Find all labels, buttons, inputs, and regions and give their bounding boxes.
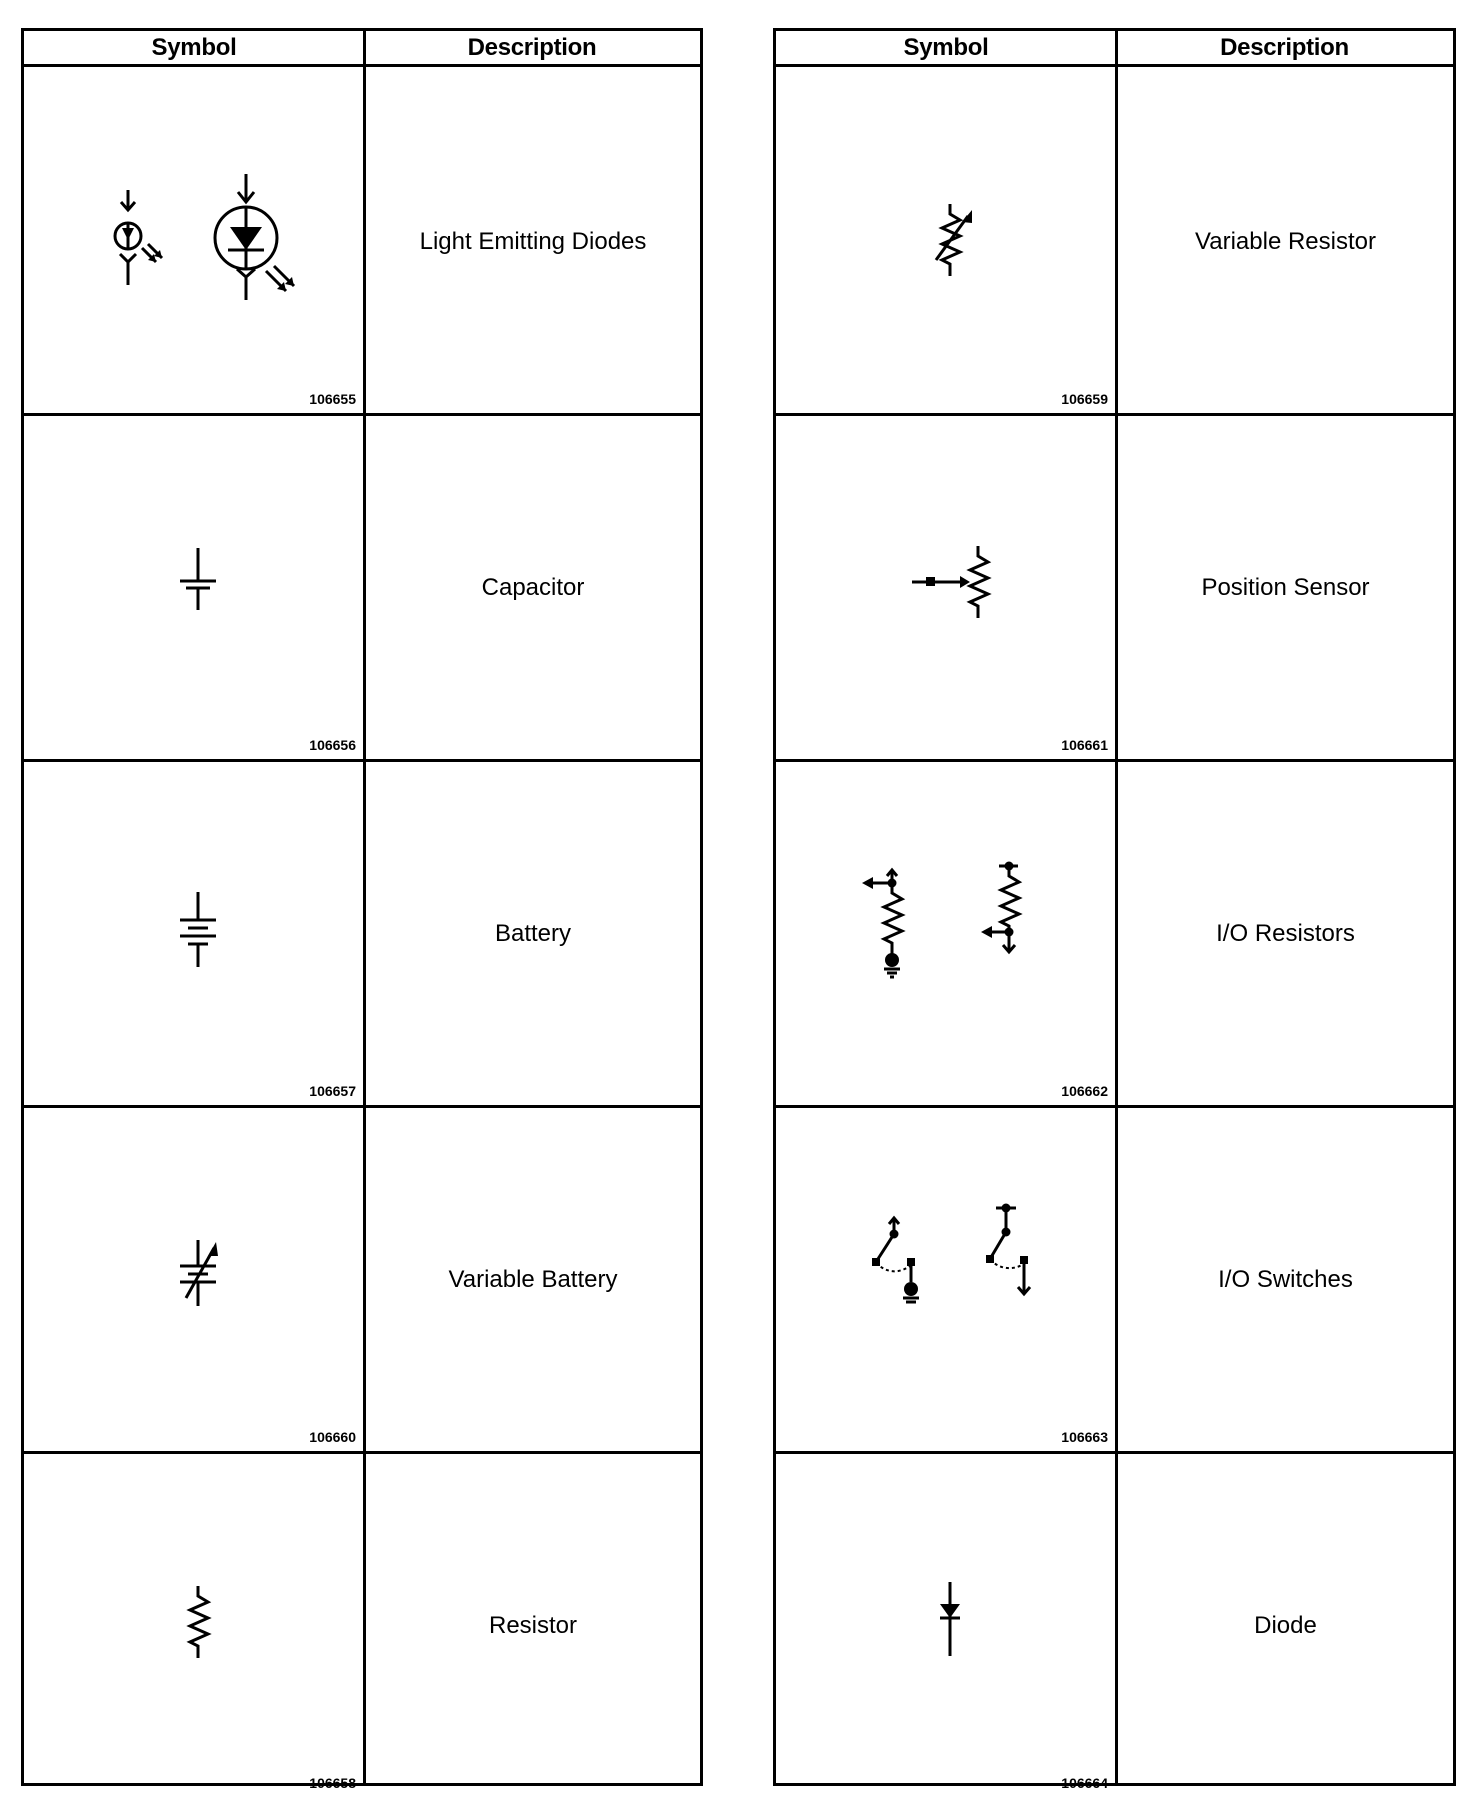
figure-code: 106658	[309, 1775, 356, 1791]
figure-code: 106660	[309, 1429, 356, 1445]
table-row	[24, 1108, 700, 1451]
description-cell: Resistor	[488, 1611, 578, 1639]
symbol-cell	[24, 416, 364, 759]
header-description: Description	[1116, 31, 1453, 67]
symbol-table-right	[773, 28, 1456, 1791]
description-cell: Variable Resistor	[1195, 227, 1376, 255]
position-sensor-icon	[776, 416, 1116, 759]
table-row	[24, 1454, 700, 1797]
description-cell: Diode	[1254, 1611, 1317, 1639]
table-row	[24, 416, 700, 759]
description-cell: Light Emitting Diodes	[419, 227, 647, 255]
variable-resistor-icon	[776, 70, 1116, 413]
header-symbol: Symbol	[24, 31, 364, 67]
description-cell: Capacitor	[481, 573, 585, 601]
table-row	[24, 70, 700, 413]
table-row	[24, 762, 700, 1105]
symbol-table-left	[21, 28, 703, 1791]
variable-battery-icon	[24, 1108, 364, 1451]
figure-code: 106664	[1061, 1775, 1108, 1791]
description-cell: Battery	[494, 919, 572, 947]
symbol-cell	[24, 762, 364, 1105]
header-symbol: Symbol	[776, 31, 1116, 67]
io-switches-icon	[776, 1108, 1116, 1451]
symbol-cell	[24, 1108, 364, 1451]
io-resistors-icon	[776, 762, 1116, 1105]
symbol-cell	[776, 70, 1116, 413]
description-cell: Position Sensor	[1201, 573, 1370, 601]
capacitor-icon	[24, 416, 364, 759]
symbol-cell	[776, 416, 1116, 759]
symbol-cell	[776, 762, 1116, 1105]
resistor-icon	[24, 1454, 364, 1783]
table-row	[776, 762, 1453, 1105]
description-cell: I/O Switches	[1218, 1265, 1353, 1293]
figure-code: 106657	[309, 1083, 356, 1099]
symbol-cell	[776, 1454, 1116, 1797]
description-cell: I/O Resistors	[1216, 919, 1355, 947]
symbol-cell	[776, 1108, 1116, 1451]
symbol-cell	[24, 70, 364, 413]
table-row	[776, 1108, 1453, 1451]
table-row	[776, 1454, 1453, 1797]
table-row	[776, 416, 1453, 759]
symbol-cell	[24, 1454, 364, 1797]
table-row	[776, 70, 1453, 413]
figure-code: 106655	[309, 391, 356, 407]
figure-code: 106656	[309, 737, 356, 753]
figure-code: 106663	[1061, 1429, 1108, 1445]
description-cell: Variable Battery	[448, 1265, 618, 1293]
led-icon	[24, 70, 364, 413]
figure-code: 106662	[1061, 1083, 1108, 1099]
figure-code: 106659	[1061, 391, 1108, 407]
figure-code: 106661	[1061, 737, 1108, 753]
battery-icon	[24, 762, 364, 1105]
diode-icon	[776, 1454, 1116, 1783]
header-description: Description	[364, 31, 700, 67]
